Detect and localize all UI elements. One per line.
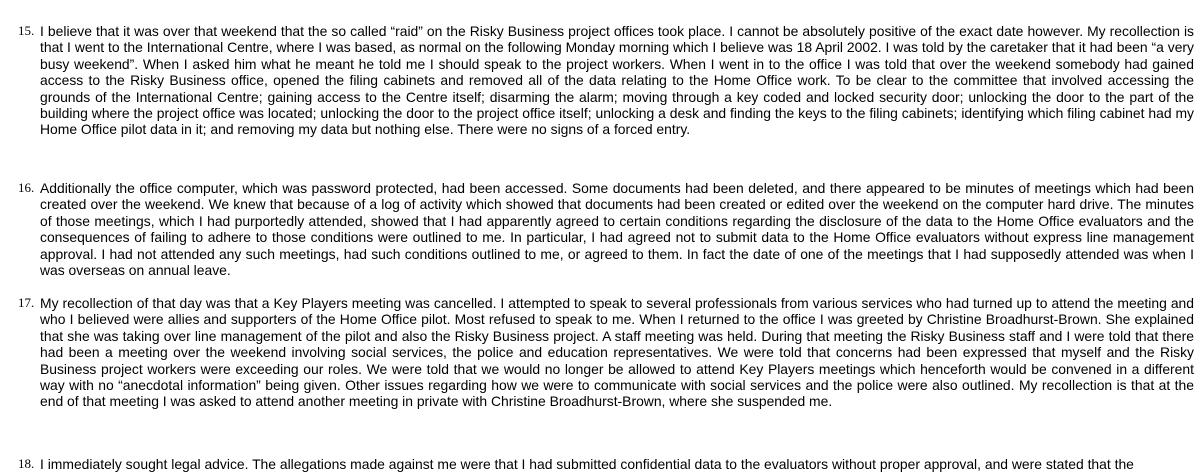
paragraph-number: 17. bbox=[18, 295, 35, 310]
paragraph-text: I believe that it was over that weekend that the so called “raid” on the Risky Business project offices took place. I cannot be absolutely positive of the exact date however. My recollection is that I went to the International Centre, where I was based, as normal on the following Monday morning which I believe was 18 April 2002. I was told by the caretaker that it had been “a very busy weekend”. When I asked him what he meant he told me I should speak to the project workers. When I went in to the office I was told that over the weekend somebody had gained access to the Risky Business office, opened the filing cabinets and removed all of the data relating to the Home Office work. To be clear to the committee that involved accessing the grounds of the International Centre; gaining access to the Centre itself; disarming the alarm; moving through a key coded and locked security door; unlocking the door to the part of the building where the project office was located; unlocking the door to the project office itself; unlocking a desk and finding the keys to the filing cabinets; identifying which filing cabinet had my Home Office pilot data in it; and removing my data but nothing else. There were no signs of a forced entry. bbox=[40, 23, 1194, 138]
paragraph-18 bbox=[18, 456, 1194, 472]
paragraph-17 bbox=[18, 295, 1194, 410]
paragraph-15 bbox=[18, 23, 1194, 138]
paragraph-number: 18. bbox=[18, 456, 35, 471]
paragraph-text: Additionally the office computer, which was password protected, had been accessed. Some documents had been deleted, and there appeared to be minutes of meetings which had been created over the weekend. We knew that because of a log of activity which showed that documents had been created or edited over the weekend on the computer hard drive. The minutes of those meetings, which I had purportedly attended, showed that I had apparently agreed to certain conditions regarding the disclosure of the data to the Home Office evaluators and the consequences of failing to adhere to those conditions were outlined to me. In particular, I had agreed not to submit data to the Home Office evaluators without express line management approval. I had not attended any such meetings, had such conditions outlined to me, or agreed to them. In fact the date of one of the meetings that I had supposedly attended was when I was overseas on annual leave. bbox=[40, 180, 1194, 279]
paragraph-number: 16. bbox=[18, 180, 35, 195]
paragraph-text: I immediately sought legal advice. The allegations made against me were that I had submitted confidential data to the evaluators without proper approval, and were stated that the bbox=[40, 456, 1134, 472]
paragraph-16 bbox=[18, 180, 1194, 279]
paragraph-number: 15. bbox=[18, 23, 35, 38]
paragraph-text: My recollection of that day was that a Key Players meeting was cancelled. I attempted to speak to several professionals from various services who had turned up to attend the meeting and who I believed were allies and supporters of the Home Office pilot. Most refused to speak to me. When I returned to the office I was greeted by Christine Broadhurst-Brown. She explained that she was taking over line management of the pilot and also the Risky Business project. A staff meeting was held. During that meeting the Risky Business staff and I were told that there had been a meeting over the weekend involving social services, the police and education representatives. We were told that concerns had been expressed that myself and the Risky Business project workers were exceeding our roles. We were told that we would no longer be allowed to attend Key Players meetings which henceforth would be convened in a different way with no “anecdotal information” being given. Other issues regarding how we were to communicate with social services and the police were also outlined. My recollection is that at the end of that meeting I was asked to attend another meeting in private with Christine Broadhurst-Brown, where she suspended me. bbox=[40, 295, 1194, 410]
